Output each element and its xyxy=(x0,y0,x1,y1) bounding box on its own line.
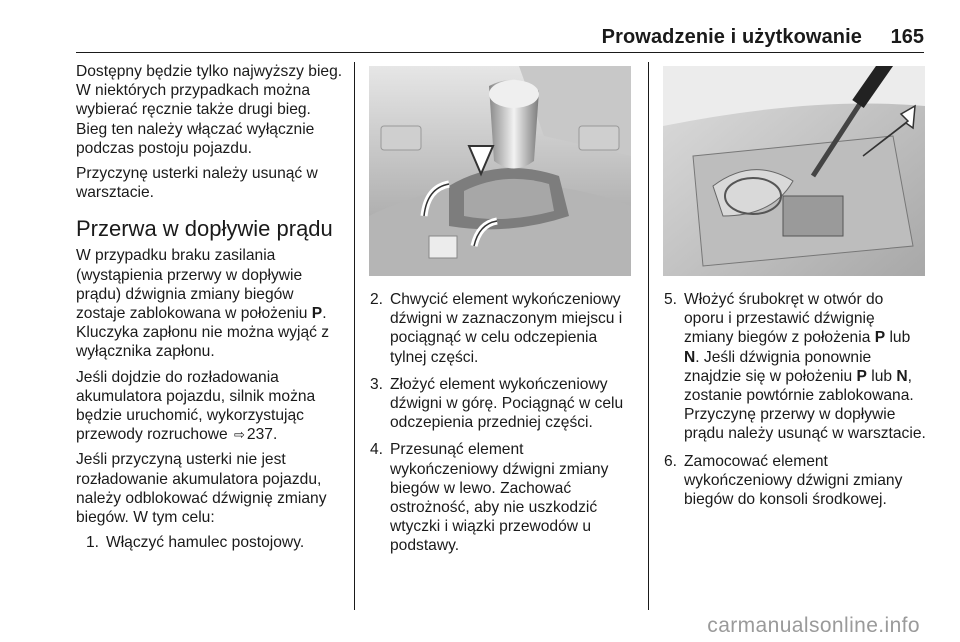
page-header xyxy=(0,0,960,52)
figure-gear-lever-trim xyxy=(369,66,631,276)
text: Włożyć śrubokręt w otwór do oporu i przestawić dźwignię zmiany biegów z położenia xyxy=(684,291,884,347)
gear-position-n: N xyxy=(684,348,696,366)
screwdriver-illustration xyxy=(663,66,925,276)
step-number: 4. xyxy=(370,441,384,459)
paragraph xyxy=(76,368,346,445)
step-number: 6. xyxy=(664,452,678,470)
text: lub xyxy=(866,367,897,385)
text: , zostanie powtórnie zablokowana. Przyczynę przerwy w dopływie prądu należy usunąć w warsztacie. xyxy=(684,367,926,443)
step-number: 2. xyxy=(370,291,384,308)
page-reference-link[interactable]: 237 xyxy=(246,426,273,444)
section-heading: Przerwa w dopływie prądu xyxy=(76,216,333,242)
page-number: 165 xyxy=(890,26,924,48)
step-text xyxy=(684,291,926,442)
watermark: carmanualsonline.info xyxy=(707,614,920,637)
column-divider-1 xyxy=(354,62,355,610)
paragraph xyxy=(76,246,346,361)
figure-screwdriver-release xyxy=(663,66,925,276)
step-text: Złożyć element wykończeniowy dźwigni w górę. Pociągnąć w celu odczepienia przedniej części. xyxy=(390,375,624,432)
header-rule xyxy=(76,52,924,53)
gear-position-p: P xyxy=(311,305,323,323)
step-6 xyxy=(664,452,926,510)
step-number: 5. xyxy=(664,291,678,308)
text: . Kluczyka zapłonu nie można wyjąć z wyłącznika zapłonu. xyxy=(76,305,330,361)
column-1 xyxy=(76,62,346,560)
column-divider-2 xyxy=(648,62,649,610)
paragraph: Jeśli przyczyną usterki nie jest rozładowanie akumulatora pojazdu, należy odblokować dźwignię zmiany biegów. W tym celu: xyxy=(76,451,327,527)
paragraph: Dostępny będzie tylko najwyższy bieg. W niektórych przypadkach można wybierać ręcznie także drugi bieg. Bieg ten należy włączać wyłącznie podczas postoju pojazdu. xyxy=(76,63,343,157)
column-2 xyxy=(370,290,634,564)
header-title: Prowadzenie i użytkowanie xyxy=(601,26,862,48)
step-4 xyxy=(370,440,634,555)
step-3 xyxy=(370,375,634,433)
text: Jeśli dojdzie do rozładowania akumulatora pojazdu, silnik można będzie uruchomić, wykorzystując przewody rozruchowe xyxy=(76,368,316,444)
text: lub xyxy=(885,329,911,347)
paragraph: Przyczynę usterki należy usunąć w warsztacie. xyxy=(76,165,318,202)
step-2 xyxy=(370,290,634,367)
gear-position-p: P xyxy=(874,329,886,347)
page-reference-icon: ⇨ xyxy=(234,427,245,443)
text: W przypadku braku zasilania (wystąpienia przerwy w dopływie prądu) dźwignia zmiany biegów zostaje zablokowana w położeniu xyxy=(76,247,312,323)
step-5 xyxy=(664,290,926,444)
step-text: Chwycić element wykończeniowy dźwigni w zaznaczonym miejscu i pociągnąć w celu odczepienia tylnej części. xyxy=(390,291,623,366)
gear-position-n: N xyxy=(896,367,908,385)
text: . xyxy=(272,426,278,444)
step-number: 3. xyxy=(370,375,384,393)
step-1 xyxy=(86,533,346,552)
column-3 xyxy=(664,290,926,517)
text: . Jeśli dźwignia ponownie znajdzie się w położeniu xyxy=(684,348,872,385)
step-text: Zamocować element wykończeniowy dźwigni zmiany biegów do konsoli środkowej. xyxy=(684,452,903,509)
gear-lever-illustration xyxy=(369,66,631,276)
step-number: 1. xyxy=(86,534,100,552)
step-text: Włączyć hamulec postojowy. xyxy=(106,534,305,552)
gear-position-p: P xyxy=(856,367,867,385)
step-text: Przesunąć element wykończeniowy dźwigni zmiany biegów w lewo. Zachować ostrożność, aby nie uszkodzić wtyczki i wiązki przewodów u podstawy. xyxy=(390,441,609,555)
